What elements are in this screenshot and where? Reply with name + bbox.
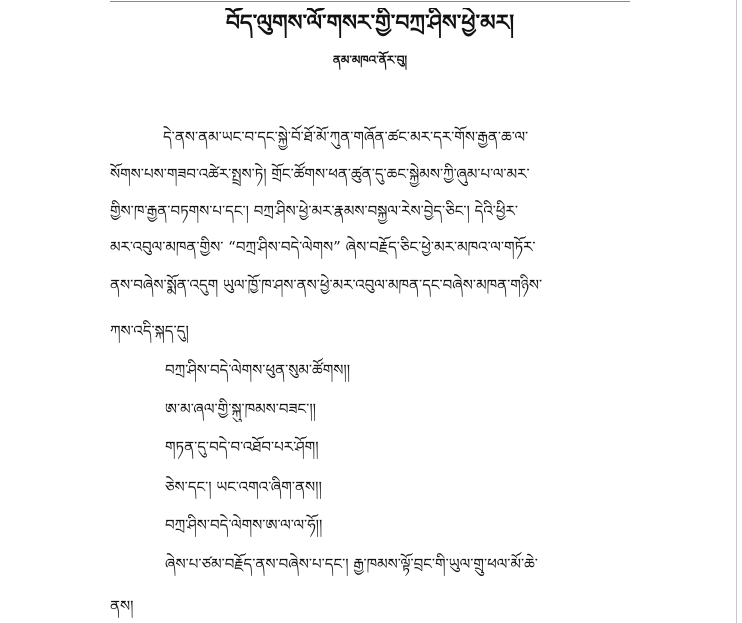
verse-line: བཀྲ་ཤིས་བདེ་ལེགས་ཨ་ལ་ལ་ཧོ།། (165, 516, 323, 534)
verse-line: གཏན་དུ་བདེ་བ་འཐོབ་པར་ཤོག། (165, 438, 319, 456)
verse-line: ཅེས་དང་། ཡང་འགའ་ཞིག་ནས།། (165, 478, 322, 496)
paragraph-line: ནས་བཞེས་སྨོན་འདུག ཡུལ་ཁྱོ་ཁ་ཤས་ནས་ཕྱེ་མར་འབུལ་མཁན་དང་བཞེས་མཁན་གཉིས་ (110, 276, 543, 294)
paragraph-line: གྱིས་ཁ་རྒྱན་བཏགས་པ་དང་། བཀྲ་ཤིས་ཕྱེ་མར་རྣམས་བསྐྱལ་རེས་བྱེད་ཅིང་། དེའི་ཕྱིར་ (110, 202, 519, 220)
verse-line: ཨ་མ་ཞལ་གྱི་སྐུ་ཁམས་བཟང་།། (165, 400, 316, 418)
paragraph-line: མར་འབུལ་མཁན་གྱིས་ “བཀྲ་ཤིས་བདེ་ལེགས” ཞེས་བརྗོད་ཅིང་ཕྱེ་མར་མཁའ་ལ་གཏོར་ (110, 238, 536, 256)
verse-line: བཀྲ་ཤིས་བདེ་ལེགས་ཕུན་སུམ་ཚོགས།། (165, 361, 351, 379)
paragraph-line: དེ་ནས་ནམ་ཡང་བ་དང་སྐྱེ་བོ་ཐོ་མོ་ཀུན་གཞོན་ཚང་མར་དར་གོས་རྒྱན་ཆ་ལ་ (163, 128, 529, 146)
document-title: བོད་ལུགས་ལོ་གསར་གྱི་བཀྲ་ཤིས་ཕྱེ་མར། (225, 10, 515, 36)
closing-line: ནས། (110, 597, 134, 615)
top-rule (110, 1, 630, 2)
paragraph-line: ཀས་འདི་སྐད་དུ། (110, 322, 189, 340)
document-author: ནམ་མཁའ་ནོར་བུ། (332, 53, 408, 67)
paragraph-line: སོགས་པས་གཟབ་འཚེར་སྤྲས་ཏེ། གྲོང་ཚོགས་ཕན་ཚུན་དུ་ཆང་སྐྱེམས་ཀྱི་ཞུམ་པ་ལ་མར་ (110, 165, 530, 183)
closing-line: ཞེས་པ་ཙམ་བརྗོད་ནས་བཞེས་པ་དང་། རྒྱ་ཁམས་ལྟོ་བྲང་གི་ཡུལ་གྲུ་ཕལ་མོ་ཆེ་ (165, 555, 538, 573)
page-edge (736, 0, 737, 623)
